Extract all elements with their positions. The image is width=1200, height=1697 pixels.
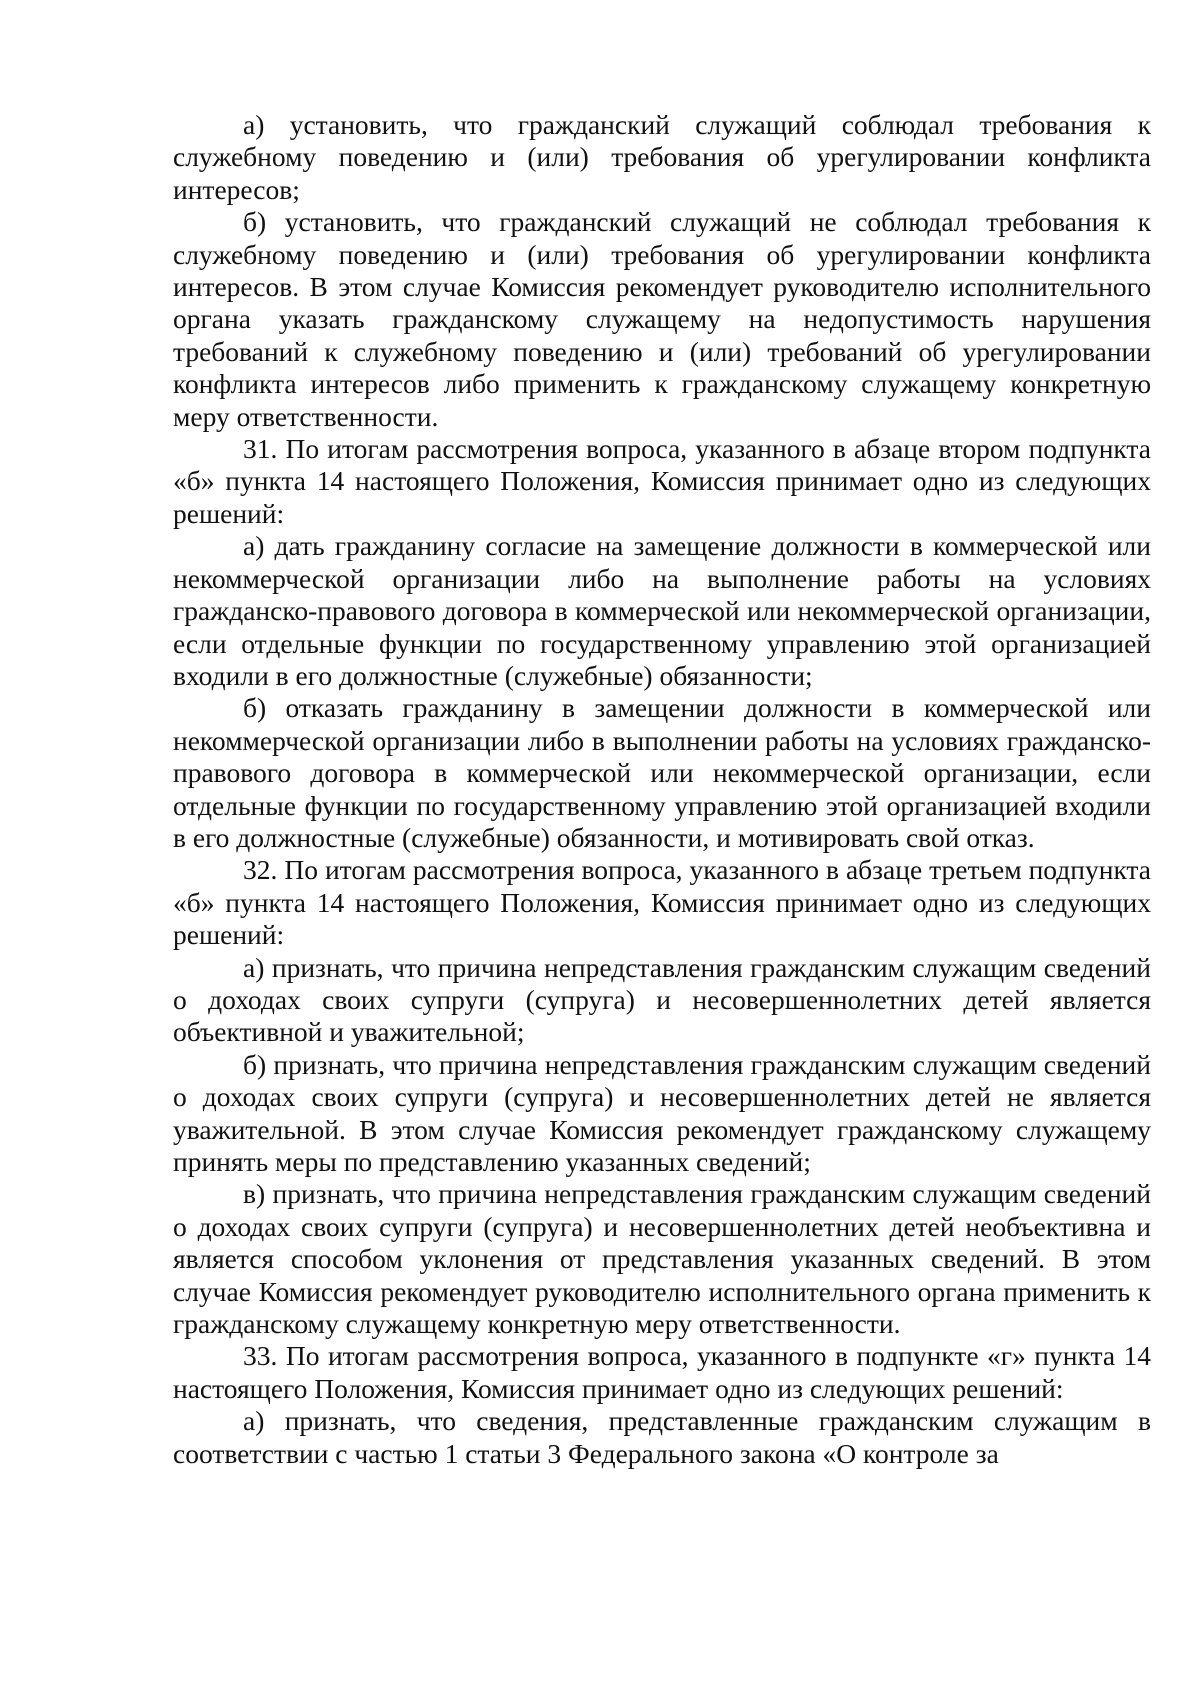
paragraph-32b: б) признать, что причина непредставления гражданским служащим сведений о доходах своих супруги (супруга) и несовершеннолетних детей не является уважительной. В этом случае Комиссия рекомендует гражданскому служащему принять меры по представлению указанных сведений;	[173, 1048, 1151, 1177]
paragraph-30a: а) установить, что гражданский служащий соблюдал требования к служебному поведению и (или) требования об урегулировании конфликта интересов;	[173, 109, 1151, 205]
paragraph-32a: а) признать, что причина непредставления гражданским служащим сведений о доходах своих супруги (супруга) и несовершеннолетних детей является объективной и уважительной;	[173, 951, 1151, 1048]
paragraph-33: 33. По итогам рассмотрения вопроса, указанного в подпункте «г» пункта 14 настоящего Положения, Комиссия принимает одно из следующих решений:	[173, 1340, 1151, 1404]
paragraph-31a: а) дать гражданину согласие на замещение должности в коммерческой или некоммерческой организации либо на выполнение работы на условиях гражданско-правового договора в коммерческой или некоммерческой организации, если отдельные функции по государственному управлению этой организацией входили в его должностные (служебные) обязанности;	[173, 530, 1151, 691]
paragraph-31: 31. По итогам рассмотрения вопроса, указанного в абзаце втором подпункта «б» пункта 14 настоящего Положения, Комиссия принимает одно из следующих решений:	[173, 433, 1151, 529]
paragraph-31b: б) отказать гражданину в замещении должности в коммерческой или некоммерческой организации либо в выполнении работы на условиях гражданско-правового договора в коммерческой или некоммерческой организации, если отдельные функции по государственному управлению этой организацией входили в его должностные (служебные) обязанности, и мотивировать свой отказ.	[173, 692, 1151, 853]
paragraph-30b: б) установить, что гражданский служащий не соблюдал требования к служебному поведению и (или) требования об урегулировании конфликта интересов. В этом случае Комиссия рекомендует руководителю исполнительного органа указать гражданскому служащему на недопустимость нарушения требований к служебному поведению и (или) требований об урегулировании конфликта интересов либо применить к гражданскому служащему конкретную меру ответственности.	[173, 206, 1151, 432]
paragraph-33a: а) признать, что сведения, представленные гражданским служащим в соответствии с частью 1 статьи 3 Федерального закона «О контроле за	[173, 1405, 1151, 1469]
paragraph-32: 32. По итогам рассмотрения вопроса, указанного в абзаце третьем подпункта «б» пункта 14 настоящего Положения, Комиссия принимает одно из следующих решений:	[173, 854, 1151, 951]
paragraph-32v: в) признать, что причина непредставления гражданским служащим сведений о доходах своих супруги (супруга) и несовершеннолетних детей необъективна и является способом уклонения от представления указанных сведений. В этом случае Комиссия рекомендует руководителю исполнительного органа применить к гражданскому служащему конкретную меру ответственности.	[173, 1178, 1151, 1340]
document-page	[173, 109, 1151, 1470]
